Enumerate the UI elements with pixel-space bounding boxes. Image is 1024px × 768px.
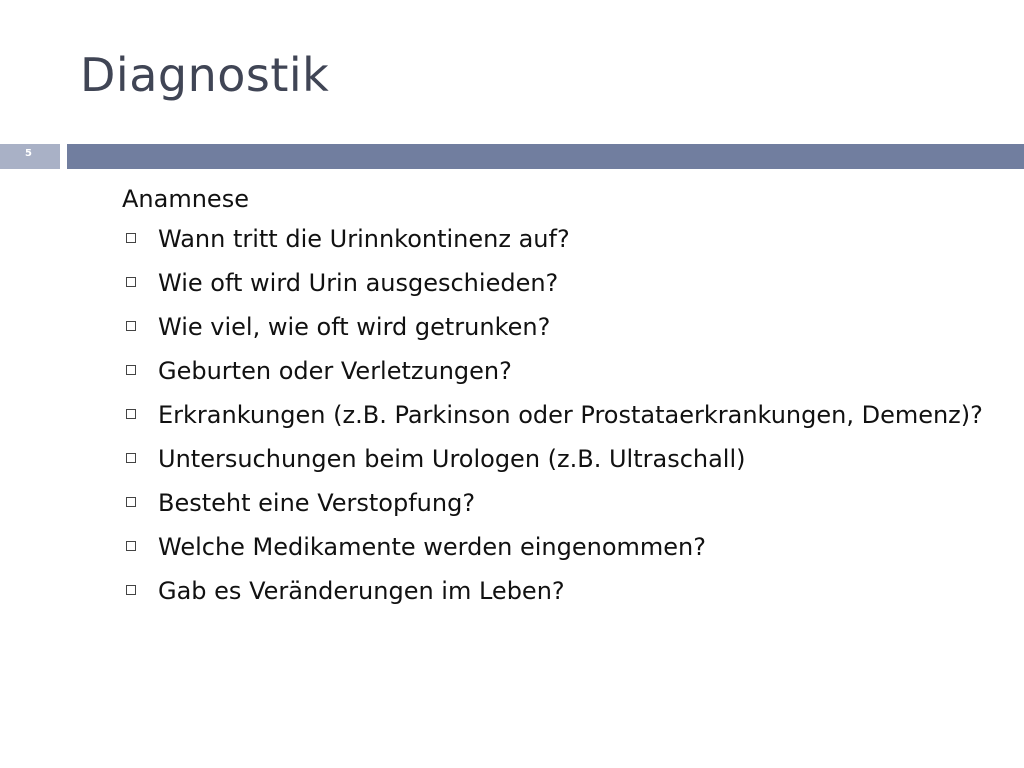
list-item-text: Wie viel, wie oft wird getrunken? bbox=[158, 313, 551, 341]
list-item bbox=[122, 488, 1002, 518]
square-bullet-icon bbox=[126, 585, 136, 595]
list-item bbox=[122, 576, 1002, 606]
list-item bbox=[122, 268, 1002, 298]
list-item-text: Untersuchungen beim Urologen (z.B. Ultraschall) bbox=[158, 445, 746, 473]
square-bullet-icon bbox=[126, 277, 136, 287]
square-bullet-icon bbox=[126, 409, 136, 419]
list-item bbox=[122, 400, 1002, 430]
list-item-text: Erkrankungen (z.B. Parkinson oder Prostataerkrankungen, Demenz)? bbox=[158, 401, 983, 429]
square-bullet-icon bbox=[126, 497, 136, 507]
square-bullet-icon bbox=[126, 541, 136, 551]
slide-title: Diagnostik bbox=[80, 48, 330, 102]
bullet-list bbox=[122, 224, 1002, 606]
list-item-text: Geburten oder Verletzungen? bbox=[158, 357, 512, 385]
list-item-text: Wie oft wird Urin ausgeschieden? bbox=[158, 269, 559, 297]
list-item bbox=[122, 444, 1002, 474]
square-bullet-icon bbox=[126, 233, 136, 243]
square-bullet-icon bbox=[126, 365, 136, 375]
list-item-text: Gab es Veränderungen im Leben? bbox=[158, 577, 565, 605]
list-item bbox=[122, 224, 1002, 254]
list-item bbox=[122, 356, 1002, 386]
page-number: 5 bbox=[25, 148, 32, 159]
section-heading: Anamnese bbox=[122, 185, 249, 213]
list-item-text: Welche Medikamente werden eingenommen? bbox=[158, 533, 706, 561]
square-bullet-icon bbox=[126, 321, 136, 331]
list-item bbox=[122, 312, 1002, 342]
header-bar bbox=[67, 144, 1024, 169]
square-bullet-icon bbox=[126, 453, 136, 463]
list-item bbox=[122, 532, 1002, 562]
list-item-text: Besteht eine Verstopfung? bbox=[158, 489, 476, 517]
list-item-text: Wann tritt die Urinnkontinenz auf? bbox=[158, 225, 570, 253]
slide-content bbox=[122, 184, 1002, 620]
